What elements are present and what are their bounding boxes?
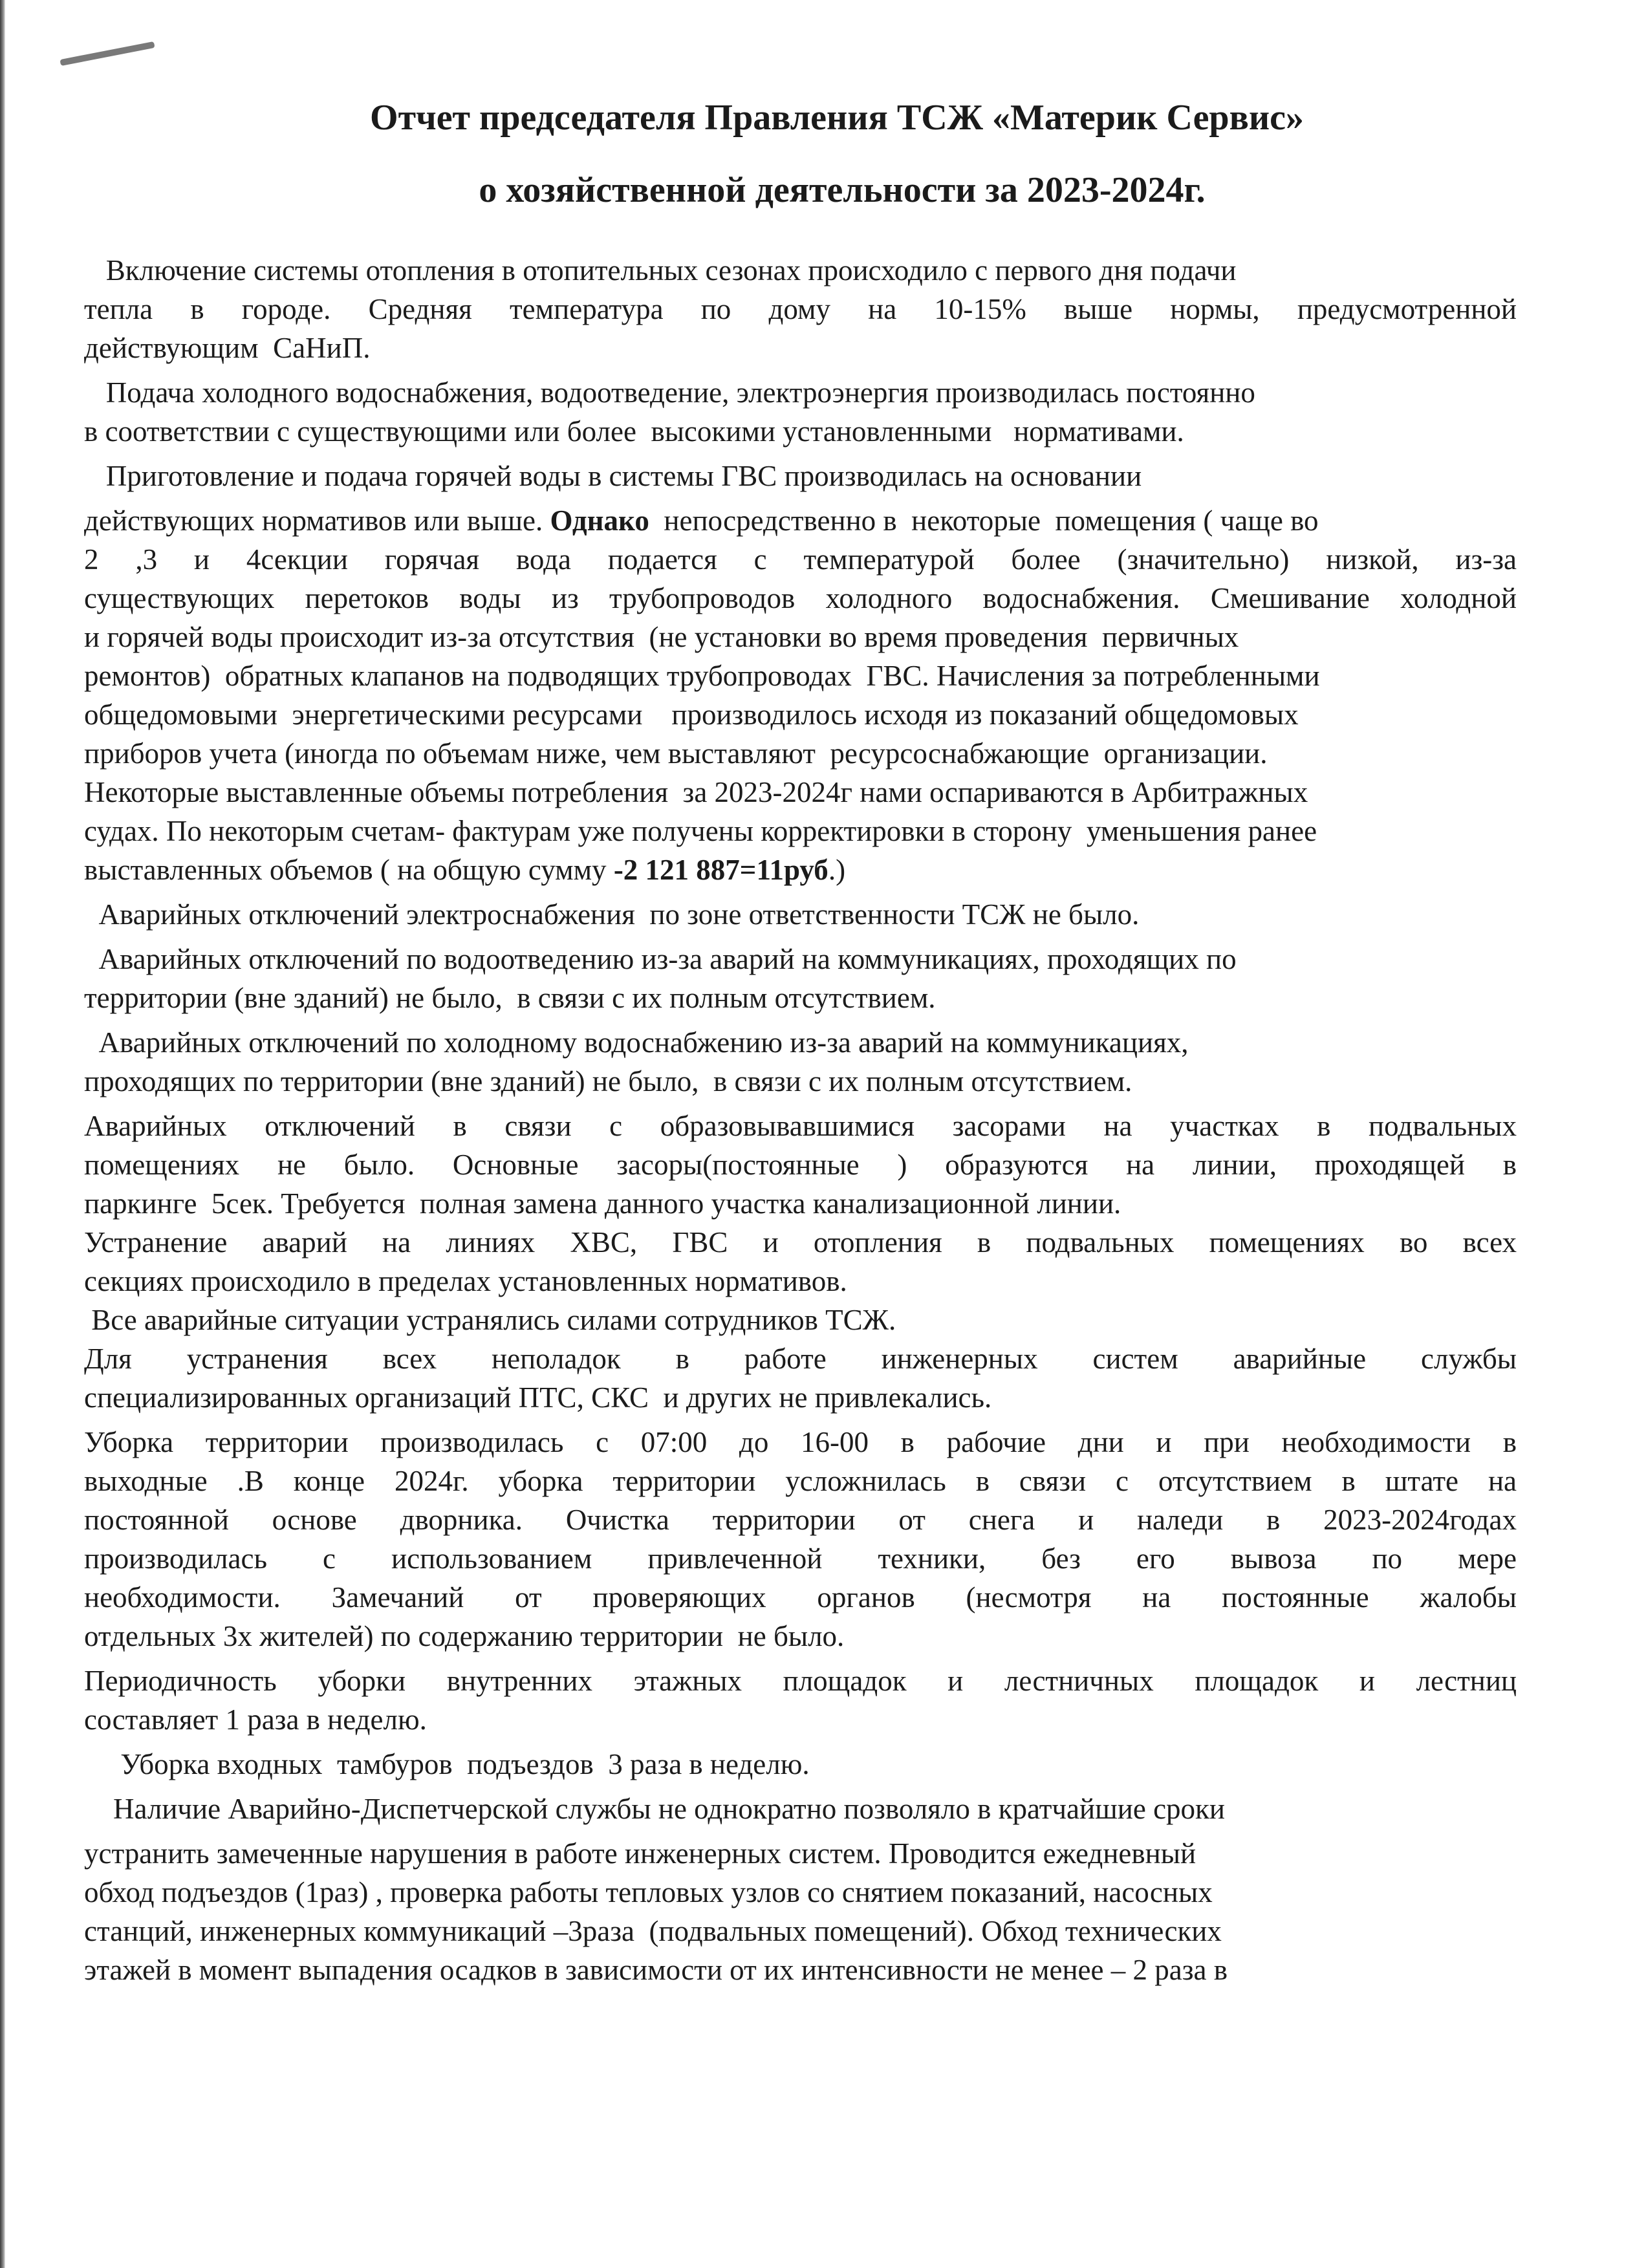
body-line: помещениях не было. Основные засоры(постоянные ) образуются на линии, проходящей в xyxy=(84,1149,1517,1181)
body-line: действующим СаНиП. xyxy=(84,332,371,364)
body-line: ремонтов) обратных клапанов на подводящих трубопроводах ГВС. Начисления за потребленными xyxy=(84,660,1320,692)
line-gap xyxy=(84,1828,1517,1834)
body-line: в соответствии с существующими или более высокими установленными нормативами. xyxy=(84,415,1184,448)
line-text: .) xyxy=(828,854,846,886)
body-line: Аварийных отключений по холодному водоснабжению из-за аварий на коммуникациях, xyxy=(84,1026,1189,1059)
body-line: паркинге 5сек. Требуется полная замена данного участка канализационной линии. xyxy=(84,1187,1121,1220)
body-line: Устранение аварий на линиях ХВС, ГВС и отопления в подвальных помещениях во всех xyxy=(84,1226,1517,1258)
line-gap xyxy=(84,1739,1517,1745)
body-line: Периодичность уборки внутренних этажных площадок и лестничных площадок и лестниц xyxy=(84,1665,1517,1697)
line-gap xyxy=(84,1101,1517,1107)
body-line: постоянной основе дворника. Очистка территории от снега и наледи в 2023-2024годах xyxy=(84,1504,1517,1536)
line-gap xyxy=(84,1656,1517,1661)
body-line xyxy=(84,850,1517,889)
body-line: специализированных организаций ПТС, СКС и других не привлекались. xyxy=(84,1381,992,1414)
body-line: Приготовление и подача горячей воды в системы ГВС производилась на основании xyxy=(84,460,1142,492)
document-body xyxy=(84,251,1517,1989)
body-line: выходные .В конце 2024г. уборка территории усложнилась в связи с отсутствием в штате на xyxy=(84,1465,1517,1497)
body-line: этажей в момент выпадения осадков в зависимости от их интенсивности не менее – 2 раза в xyxy=(84,1954,1228,1986)
body-line: производилась с использованием привлеченной техники, без его вывоза по мере xyxy=(84,1542,1517,1575)
line-gap xyxy=(84,1784,1517,1789)
line-gap xyxy=(84,367,1517,373)
body-line: территории (вне зданий) не было, в связи с их полным отсутствием. xyxy=(84,982,936,1014)
bold-emphasis: Однако xyxy=(550,504,649,537)
body-line: Включение системы отопления в отопительных сезонах происходило с первого дня подачи xyxy=(84,254,1237,286)
line-gap xyxy=(84,934,1517,940)
bold-emphasis: -2 121 887=11руб xyxy=(613,854,828,886)
line-gap xyxy=(84,1417,1517,1423)
body-line: судах. По некоторым счетам- фактурам уже получены корректировки в сторону уменьшения ранее xyxy=(84,815,1317,847)
body-line: составляет 1 раза в неделю. xyxy=(84,1703,427,1736)
body-line: Наличие Аварийно-Диспетчерской службы не однократно позволяло в кратчайшие сроки xyxy=(84,1793,1225,1825)
line-gap xyxy=(84,451,1517,457)
body-line: Уборка территории производилась с 07:00 до 16-00 в рабочие дни и при необходимости в xyxy=(84,1426,1517,1458)
body-line: устранить замеченные нарушения в работе инженерных систем. Проводится ежедневный xyxy=(84,1837,1196,1870)
body-line: отдельных 3х жителей) по содержанию территории не было. xyxy=(84,1620,845,1652)
body-line: обход подъездов (1раз) , проверка работы тепловых узлов со снятием показаний, насосных xyxy=(84,1876,1213,1908)
line-text: действующих нормативов или выше. xyxy=(84,504,550,537)
pen-stroke-mark xyxy=(60,41,155,66)
body-line: 2 ,3 и 4секции горячая вода подается с температурой более (значительно) низкой, из-за xyxy=(84,543,1517,576)
body-line: Аварийных отключений по водоотведению из-за аварий на коммуникациях, проходящих по xyxy=(84,943,1237,975)
body-line: существующих перетоков воды из трубопроводов холодного водоснабжения. Смешивание холодной xyxy=(84,582,1517,614)
body-line xyxy=(84,501,1517,540)
body-line: станций, инженерных коммуникаций –3раза (подвальных помещений). Обход технических xyxy=(84,1915,1222,1947)
document-title-line-2: о хозяйственной деятельности за 2023-2024г. xyxy=(479,170,1206,210)
body-line: приборов учета (иногда по объемам ниже, чем выставляют ресурсоснабжающие организации. xyxy=(84,737,1268,770)
body-line: Подача холодного водоснабжения, водоотведение, электроэнергия производилась постоянно xyxy=(84,376,1255,409)
line-gap xyxy=(84,889,1517,895)
body-line: общедомовыми энергетическими ресурсами производилось исходя из показаний общедомовых xyxy=(84,698,1299,731)
body-line: секциях происходило в пределах установленных нормативов. xyxy=(84,1265,847,1297)
body-line: Некоторые выставленные объемы потребления за 2023-2024г нами оспариваются в Арбитражных xyxy=(84,776,1308,808)
document-title-line-1: Отчет председателя Правления ТСЖ «Материк Сервис» xyxy=(370,98,1304,138)
body-line: проходящих по территории (вне зданий) не было, в связи с их полным отсутствием. xyxy=(84,1065,1132,1097)
line-gap xyxy=(84,495,1517,501)
body-line: Для устранения всех неполадок в работе инженерных систем аварийные службы xyxy=(84,1343,1517,1375)
body-line: Аварийных отключений в связи с образовывавшимися засорами на участках в подвальных xyxy=(84,1110,1517,1142)
body-line: тепла в городе. Средняя температура по дому на 10-15% выше нормы, предусмотренной xyxy=(84,293,1517,325)
line-text: выставленных объемов ( на общую сумму xyxy=(84,854,614,886)
body-line: Уборка входных тамбуров подъездов 3 раза в неделю. xyxy=(84,1748,810,1780)
line-gap xyxy=(84,1017,1517,1023)
body-line: необходимости. Замечаний от проверяющих органов (несмотря на постоянные жалобы xyxy=(84,1581,1517,1614)
scan-edge xyxy=(0,0,5,2268)
line-text: непосредственно в некоторые помещения ( чаще во xyxy=(649,504,1319,537)
body-line: Все аварийные ситуации устранялись силами сотрудников ТСЖ. xyxy=(84,1304,896,1336)
body-line: и горячей воды происходит из-за отсутствия (не установки во время проведения первичных xyxy=(84,621,1239,653)
body-line: Аварийных отключений электроснабжения по зоне ответственности ТСЖ не было. xyxy=(84,898,1140,931)
